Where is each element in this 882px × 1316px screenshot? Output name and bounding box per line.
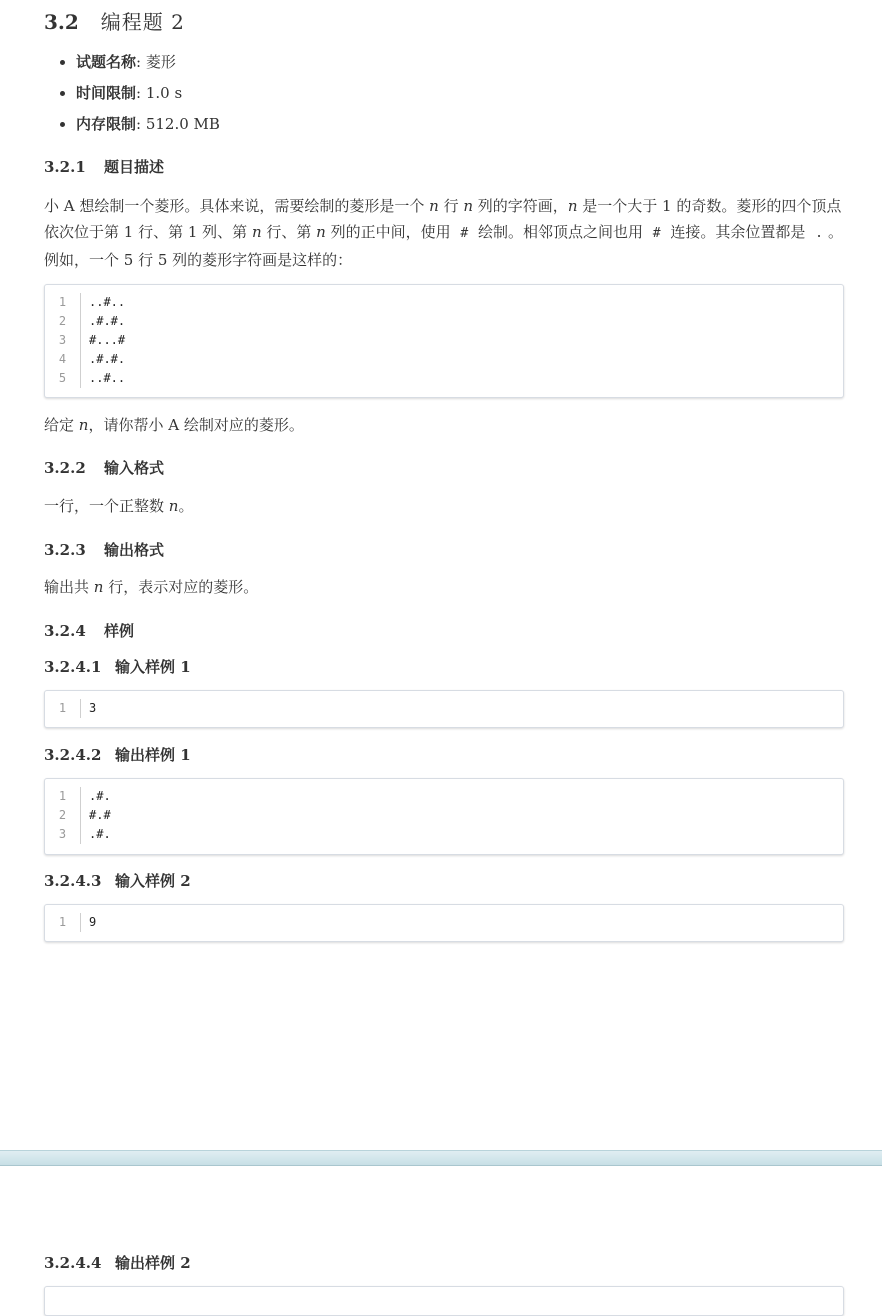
input-sample-2-code: 1 9 bbox=[44, 904, 844, 942]
description-paragraph: 小 A 想绘制一个菱形。具体来说，需要绘制的菱形是一个 n 行 n 列的字符画，n 是一个大于 1 的奇数。菱形的四个顶点依次位于第 1 行、第 1 列、第 n 行、第 n 列的正中间，使用 # 绘制。相邻顶点之间也用 # 连接。其余位置都是 . 。例如，一个 5 行 5 列的菱形字符画是这样的： bbox=[44, 197, 843, 269]
section-heading bbox=[44, 6, 185, 35]
heading-output-format: 3.2.3 输出格式 bbox=[44, 541, 165, 559]
problem-meta-list bbox=[44, 48, 220, 141]
heading-output-sample-2: 3.2.4.4 输出样例 2 bbox=[44, 1254, 191, 1272]
page-break-divider bbox=[0, 1150, 882, 1166]
heading-input-sample-2: 3.2.4.3 输入样例 2 bbox=[44, 872, 191, 890]
heading-description: 3.2.1 题目描述 bbox=[44, 158, 165, 176]
output-format-paragraph: 输出共 n 行，表示对应的菱形。 bbox=[44, 578, 259, 596]
output-sample-1-code: 1 .#. 2 #.# 3 .#. bbox=[44, 778, 844, 855]
section-title: 编程题 2 bbox=[100, 10, 185, 34]
input-format-paragraph: 一行，一个正整数 n。 bbox=[44, 497, 194, 515]
input-sample-1-code: 1 3 bbox=[44, 690, 844, 728]
section-number: 3.2 bbox=[44, 10, 79, 34]
task-paragraph: 给定 n，请你帮小 A 绘制对应的菱形。 bbox=[44, 416, 304, 434]
meta-item-time: 时间限制: 1.0 s bbox=[44, 79, 220, 110]
heading-output-sample-1: 3.2.4.2 输出样例 1 bbox=[44, 746, 191, 764]
meta-item-name: 试题名称: 菱形 bbox=[44, 48, 220, 79]
output-sample-2-code bbox=[44, 1286, 844, 1316]
meta-item-memory: 内存限制: 512.0 MB bbox=[44, 110, 220, 141]
example-code-block: 1 ..#.. 2 .#.#. 3 #...# 4 .#.#. 5 ..#.. bbox=[44, 284, 844, 398]
heading-input-format: 3.2.2 输入格式 bbox=[44, 459, 165, 477]
heading-samples: 3.2.4 样例 bbox=[44, 622, 135, 640]
heading-input-sample-1: 3.2.4.1 输入样例 1 bbox=[44, 658, 191, 676]
